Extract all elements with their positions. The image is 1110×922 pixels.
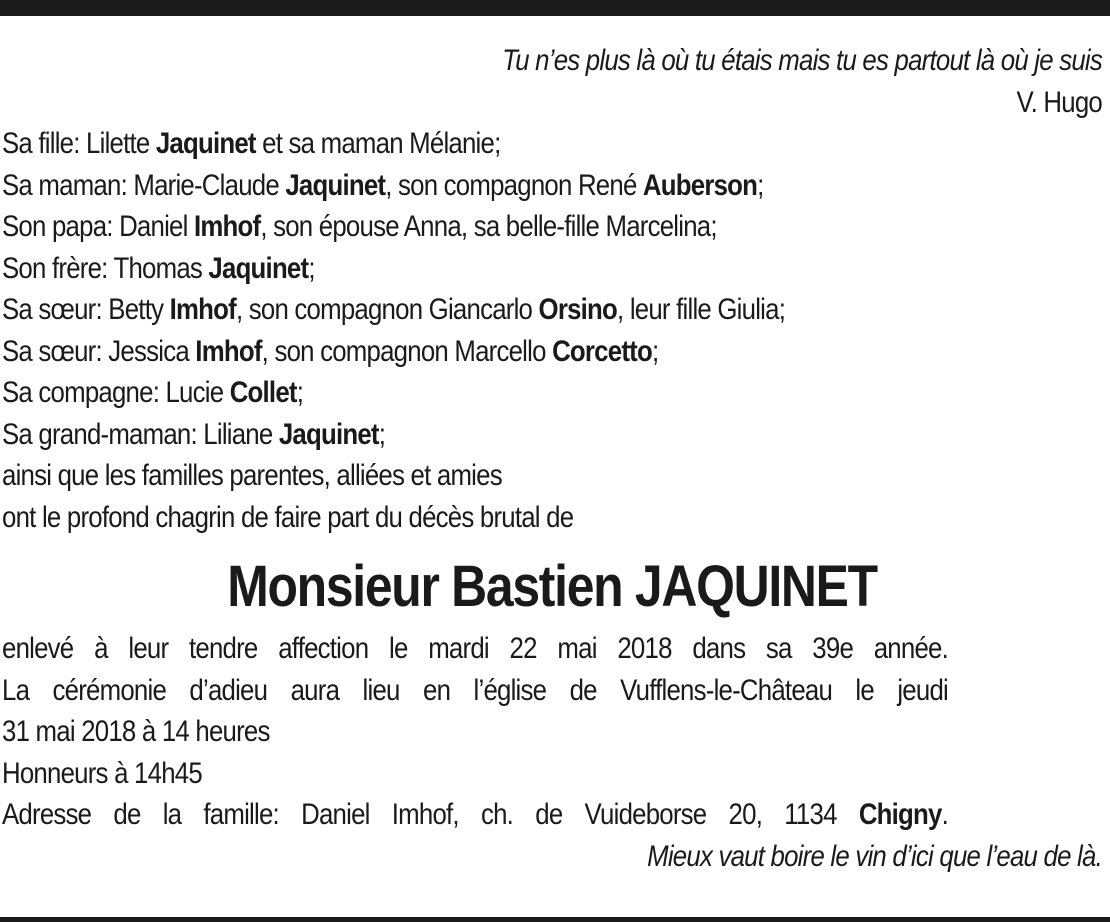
address-text: . bbox=[941, 798, 948, 831]
family-text: ; bbox=[296, 376, 304, 409]
family-line bbox=[2, 414, 948, 456]
family-surname: Jaquinet bbox=[155, 127, 256, 160]
details-line: 31 mai 2018 à 14 heures bbox=[2, 715, 270, 748]
family-surname: Collet bbox=[229, 376, 297, 409]
family-address bbox=[2, 794, 948, 836]
family-line bbox=[2, 248, 948, 290]
family-surname: Corcetto bbox=[552, 334, 652, 368]
epigraph-author: V. Hugo bbox=[1016, 85, 1102, 119]
family-text: Sa compagne: Lucie bbox=[2, 376, 230, 409]
family-text: ; bbox=[308, 251, 315, 285]
family-surname: Imhof bbox=[169, 293, 236, 326]
family-surname: Orsino bbox=[538, 293, 618, 326]
family-text: Son frère: Thomas bbox=[2, 251, 209, 285]
family-surname: Imhof bbox=[193, 210, 261, 243]
family-surname: Jaquinet bbox=[278, 417, 379, 451]
closing-quote: Mieux vaut boire le vin d’ici que l’eau de là. bbox=[647, 839, 1102, 873]
family-text: Sa grand-maman: Liliane bbox=[2, 417, 279, 451]
family-text: ; bbox=[757, 168, 764, 202]
family-surname: Imhof bbox=[195, 334, 262, 368]
intro-line: ont le profond chagrin de faire part du décès brutal de bbox=[2, 500, 574, 534]
family-text: Sa fille: Lilette bbox=[2, 127, 156, 160]
family-text: , son compagnon René bbox=[385, 168, 643, 202]
top-rule bbox=[0, 0, 1110, 16]
address-text: Adresse de la famille: Daniel Imhof, ch. de Vuideborse 20, 1134 bbox=[2, 798, 859, 831]
family-text: , son compagnon Giancarlo bbox=[235, 293, 539, 326]
details-line: Honneurs à 14h45 bbox=[2, 756, 202, 790]
family-text: ; bbox=[378, 417, 386, 451]
details-line: enlevé à leur tendre affection le mardi 22 mai 2018 dans sa 39e année. bbox=[2, 632, 948, 665]
details-line: La cérémonie d’adieu aura lieu en l’église de Vufflens-le-Château le jeudi bbox=[2, 673, 948, 707]
family-line bbox=[2, 165, 948, 207]
family-text: Sa sœur: Betty bbox=[2, 293, 170, 326]
family-surname: Jaquinet bbox=[208, 251, 309, 285]
family-line bbox=[2, 289, 948, 331]
family-surname: Auberson bbox=[642, 168, 758, 202]
family-line bbox=[2, 206, 948, 248]
family-list bbox=[2, 123, 1102, 455]
family-line bbox=[2, 331, 948, 373]
family-text: , son épouse Anna, sa belle-fille Marcelina; bbox=[260, 210, 717, 243]
family-line bbox=[2, 123, 948, 165]
family-text: Son papa: Daniel bbox=[2, 210, 194, 243]
intro-line: ainsi que les familles parentes, alliées et amies bbox=[2, 459, 502, 492]
family-text: , leur fille Giulia; bbox=[617, 293, 786, 326]
family-surname: Jaquinet bbox=[285, 168, 386, 202]
family-line bbox=[2, 372, 948, 414]
deceased-name: Monsieur Bastien JAQUINET bbox=[227, 554, 877, 619]
family-text: Sa sœur: Jessica bbox=[2, 334, 196, 368]
family-text: , son compagnon Marcello bbox=[261, 334, 553, 368]
epigraph-quote: Tu n’es plus là où tu étais mais tu es partout là où je suis bbox=[502, 44, 1102, 77]
address-city: Chigny bbox=[858, 798, 942, 831]
family-text: et sa maman Mélanie; bbox=[255, 127, 501, 160]
obituary-notice bbox=[2, 40, 1102, 877]
family-text: ; bbox=[651, 334, 659, 368]
family-text: Sa maman: Marie-Claude bbox=[2, 168, 286, 202]
bottom-rule bbox=[0, 917, 1110, 922]
